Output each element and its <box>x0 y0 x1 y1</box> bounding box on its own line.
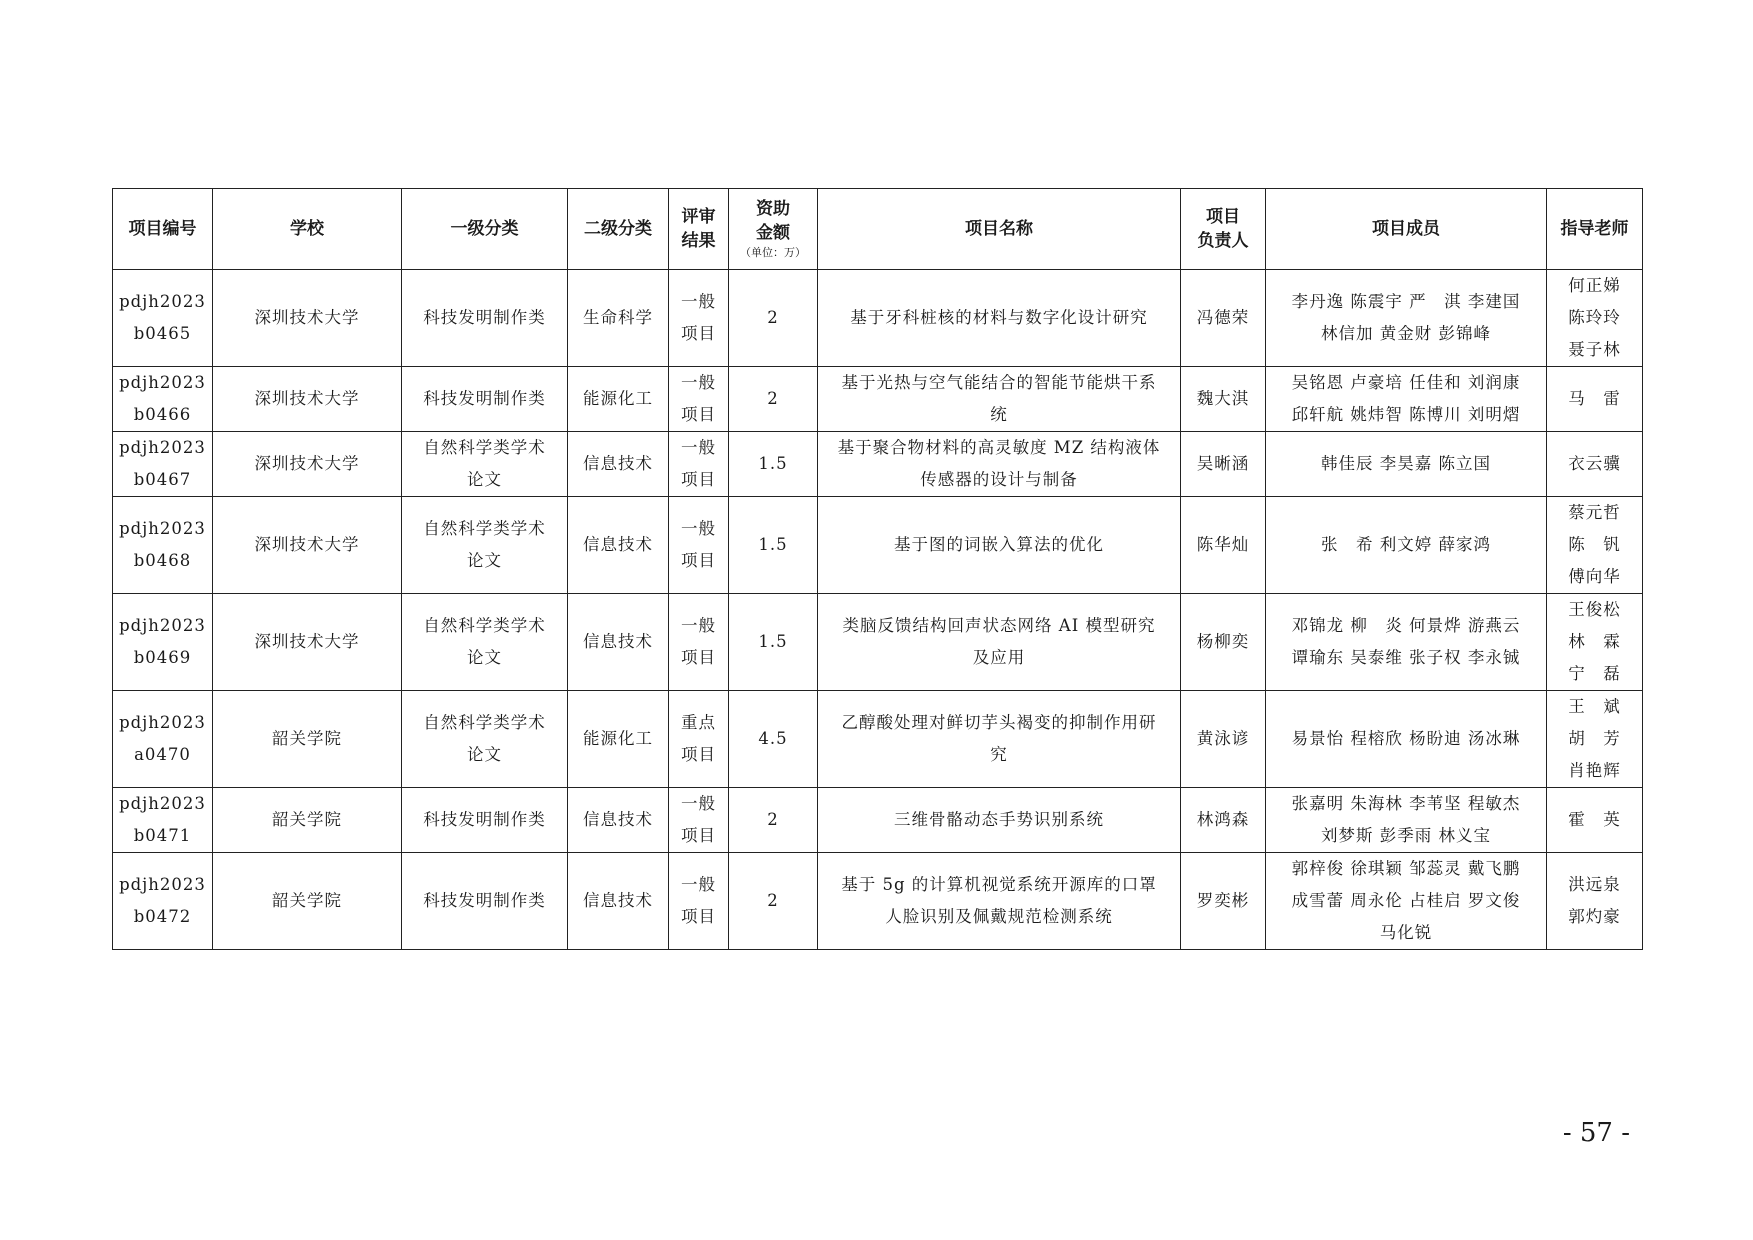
advisor-cell: 马 雷 <box>1547 367 1643 432</box>
project-leader-cell: 杨柳奕 <box>1181 594 1266 691</box>
project-members-cell: 韩佳辰 李昊嘉 陈立国 <box>1266 432 1547 497</box>
project-leader-cell: 陈华灿 <box>1181 497 1266 594</box>
school-cell: 韶关学院 <box>213 853 402 950</box>
header-funding-amount <box>729 189 818 270</box>
category-1-cell: 科技发明制作类 <box>402 853 568 950</box>
project-code-cell: pdjh2023 a0470 <box>113 691 213 788</box>
category-2-cell: 信息技术 <box>568 432 669 497</box>
funding-amount-cell: 2 <box>729 367 818 432</box>
header-advisor: 指导老师 <box>1547 189 1643 270</box>
funding-amount-cell: 1.5 <box>729 432 818 497</box>
category-1-cell: 科技发明制作类 <box>402 367 568 432</box>
school-cell: 深圳技术大学 <box>213 594 402 691</box>
project-code-cell: pdjh2023 b0468 <box>113 497 213 594</box>
advisor-cell: 洪远泉 郭灼豪 <box>1547 853 1643 950</box>
project-leader-cell: 林鸿森 <box>1181 788 1266 853</box>
project-leader-cell: 冯德荣 <box>1181 270 1266 367</box>
category-1-cell: 科技发明制作类 <box>402 788 568 853</box>
advisor-cell: 衣云骥 <box>1547 432 1643 497</box>
category-1-cell: 自然科学类学术 论文 <box>402 432 568 497</box>
review-result-cell: 一般 项目 <box>669 853 729 950</box>
project-members-cell: 邓锦龙 柳 炎 何景烨 游燕云 谭瑜东 吴泰维 张子权 李永铖 <box>1266 594 1547 691</box>
header-category-1: 一级分类 <box>402 189 568 270</box>
category-2-cell: 信息技术 <box>568 594 669 691</box>
project-leader-cell: 魏大淇 <box>1181 367 1266 432</box>
header-project-members: 项目成员 <box>1266 189 1547 270</box>
project-name-cell: 基于 5g 的计算机视觉系统开源库的口罩 人脸识别及佩戴规范检测系统 <box>818 853 1181 950</box>
category-2-cell: 信息技术 <box>568 497 669 594</box>
category-2-cell: 信息技术 <box>568 853 669 950</box>
project-leader-cell: 黄泳谚 <box>1181 691 1266 788</box>
advisor-cell: 王俊松 林 霖 宁 磊 <box>1547 594 1643 691</box>
funding-amount-cell: 4.5 <box>729 691 818 788</box>
project-code-cell: pdjh2023 b0472 <box>113 853 213 950</box>
project-members-cell: 易景怡 程榕欣 杨盼迪 汤冰琳 <box>1266 691 1547 788</box>
project-table <box>112 188 1643 950</box>
advisor-cell: 何正娣 陈玲玲 聂子林 <box>1547 270 1643 367</box>
table-row <box>113 497 1643 594</box>
advisor-cell: 蔡元哲 陈 钒 傅向华 <box>1547 497 1643 594</box>
header-school: 学校 <box>213 189 402 270</box>
review-result-cell: 重点 项目 <box>669 691 729 788</box>
project-leader-cell: 罗奕彬 <box>1181 853 1266 950</box>
project-leader-cell: 吴晰涵 <box>1181 432 1266 497</box>
project-code-cell: pdjh2023 b0467 <box>113 432 213 497</box>
project-code-cell: pdjh2023 b0465 <box>113 270 213 367</box>
category-2-cell: 生命科学 <box>568 270 669 367</box>
advisor-cell: 霍 英 <box>1547 788 1643 853</box>
review-result-cell: 一般 项目 <box>669 432 729 497</box>
header-project-leader: 项目 负责人 <box>1181 189 1266 270</box>
table-row <box>113 788 1643 853</box>
school-cell: 韶关学院 <box>213 691 402 788</box>
project-name-cell: 基于光热与空气能结合的智能节能烘干系 统 <box>818 367 1181 432</box>
project-code-cell: pdjh2023 b0469 <box>113 594 213 691</box>
table-row <box>113 853 1643 950</box>
review-result-cell: 一般 项目 <box>669 270 729 367</box>
project-members-cell: 郭梓俊 徐琪颖 邹蕊灵 戴飞鹏 成雪蕾 周永伦 占桂启 罗文俊 马化锐 <box>1266 853 1547 950</box>
project-code-cell: pdjh2023 b0466 <box>113 367 213 432</box>
header-funding-unit: （单位：万） <box>740 246 806 259</box>
funding-amount-cell: 1.5 <box>729 594 818 691</box>
header-funding-amount-label: 资助 金额 <box>756 199 790 243</box>
header-category-2: 二级分类 <box>568 189 669 270</box>
header-review-result: 评审 结果 <box>669 189 729 270</box>
funding-amount-cell: 2 <box>729 270 818 367</box>
page-number: - 57 - <box>1562 1118 1630 1148</box>
table-row <box>113 691 1643 788</box>
project-code-cell: pdjh2023 b0471 <box>113 788 213 853</box>
review-result-cell: 一般 项目 <box>669 594 729 691</box>
project-name-cell: 类脑反馈结构回声状态网络 AI 模型研究 及应用 <box>818 594 1181 691</box>
school-cell: 韶关学院 <box>213 788 402 853</box>
project-members-cell: 吴铭恩 卢豪培 任佳和 刘润康 邱轩航 姚炜智 陈博川 刘明熠 <box>1266 367 1547 432</box>
category-1-cell: 自然科学类学术 论文 <box>402 594 568 691</box>
project-members-cell: 李丹逸 陈震宇 严 淇 李建国 林信加 黄金财 彭锦峰 <box>1266 270 1547 367</box>
project-name-cell: 基于牙科桩核的材料与数字化设计研究 <box>818 270 1181 367</box>
category-1-cell: 自然科学类学术 论文 <box>402 497 568 594</box>
table-row <box>113 270 1643 367</box>
review-result-cell: 一般 项目 <box>669 497 729 594</box>
header-project-code: 项目编号 <box>113 189 213 270</box>
school-cell: 深圳技术大学 <box>213 432 402 497</box>
project-members-cell: 张 希 利文婷 薛家鸿 <box>1266 497 1547 594</box>
category-1-cell: 科技发明制作类 <box>402 270 568 367</box>
project-name-cell: 三维骨骼动态手势识别系统 <box>818 788 1181 853</box>
funding-amount-cell: 1.5 <box>729 497 818 594</box>
header-row <box>113 189 1643 270</box>
project-members-cell: 张嘉明 朱海林 李苇坚 程敏杰 刘梦斯 彭季雨 林义宝 <box>1266 788 1547 853</box>
category-2-cell: 能源化工 <box>568 367 669 432</box>
school-cell: 深圳技术大学 <box>213 497 402 594</box>
table-row <box>113 594 1643 691</box>
category-2-cell: 能源化工 <box>568 691 669 788</box>
advisor-cell: 王 斌 胡 芳 肖艳辉 <box>1547 691 1643 788</box>
project-name-cell: 基于聚合物材料的高灵敏度 MZ 结构液体 传感器的设计与制备 <box>818 432 1181 497</box>
school-cell: 深圳技术大学 <box>213 270 402 367</box>
table-row <box>113 432 1643 497</box>
funding-amount-cell: 2 <box>729 853 818 950</box>
header-project-name: 项目名称 <box>818 189 1181 270</box>
category-1-cell: 自然科学类学术 论文 <box>402 691 568 788</box>
funding-amount-cell: 2 <box>729 788 818 853</box>
table-body <box>113 270 1643 950</box>
category-2-cell: 信息技术 <box>568 788 669 853</box>
review-result-cell: 一般 项目 <box>669 367 729 432</box>
school-cell: 深圳技术大学 <box>213 367 402 432</box>
project-name-cell: 基于图的词嵌入算法的优化 <box>818 497 1181 594</box>
project-name-cell: 乙醇酸处理对鲜切芋头褐变的抑制作用研 究 <box>818 691 1181 788</box>
table-row <box>113 367 1643 432</box>
review-result-cell: 一般 项目 <box>669 788 729 853</box>
